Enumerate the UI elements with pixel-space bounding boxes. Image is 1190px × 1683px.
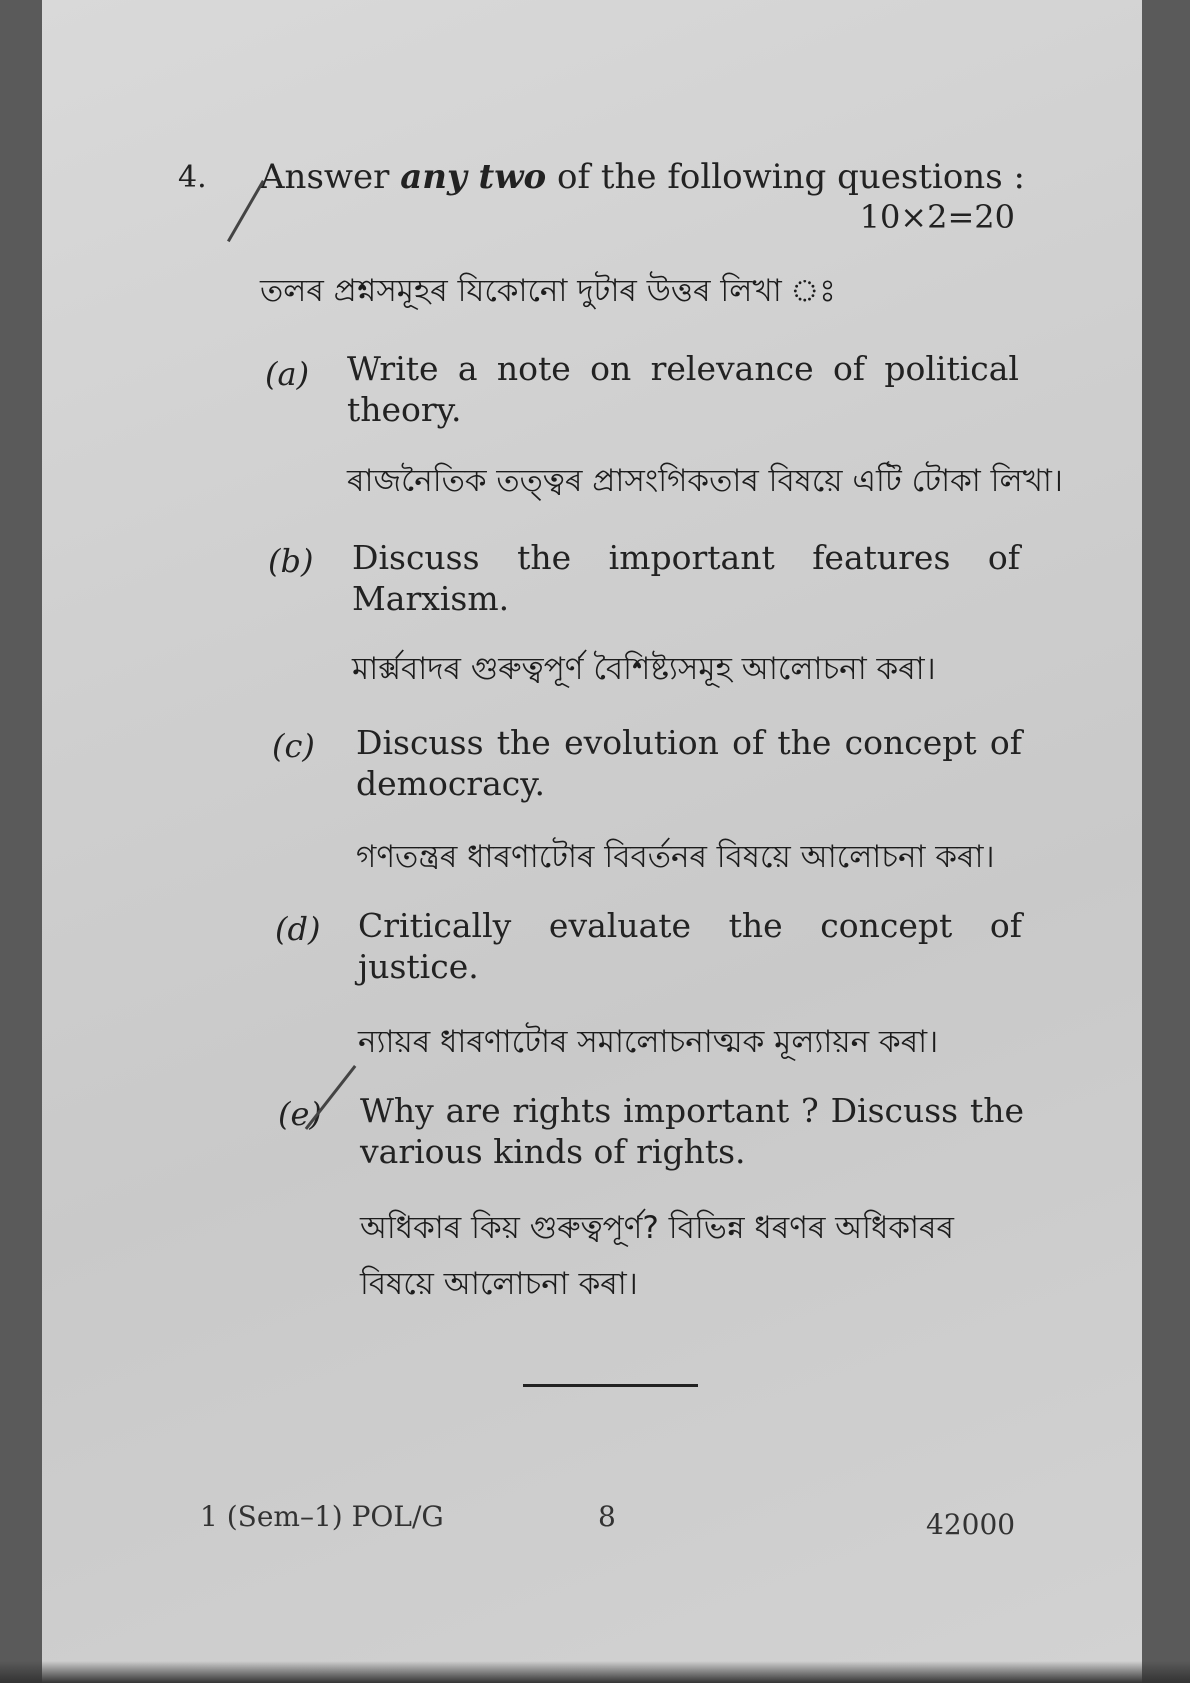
item-a-assamese: ৰাজনৈতিক তত্ত্বৰ প্ৰাসংগিকতাৰ বিষয়ে এটি টোকা লিখা। [347, 463, 1064, 499]
item-b-english: Discuss the important features of Marxism. [352, 538, 1020, 618]
question-number: 4. [178, 160, 207, 195]
serial-number: 42000 [926, 1508, 1016, 1541]
item-d-english: Critically evaluate the concept of justice. [358, 906, 1022, 986]
item-c-label: (c) [272, 727, 315, 765]
page-shadow [0, 1661, 1190, 1683]
instruction-text-post: of the following questions : [546, 157, 1025, 197]
question-instruction [260, 157, 1025, 197]
item-a-label: (a) [265, 355, 310, 393]
instruction-text-pre: Answer [260, 157, 401, 197]
item-d-label: (d) [275, 910, 321, 948]
paper-code: 1 (Sem–1) POL/G [200, 1500, 444, 1533]
item-e-english: Why are rights important ? Discuss the various kinds of rights. [360, 1091, 1024, 1171]
item-c-english: Discuss the evolution of the concept of democracy. [356, 723, 1022, 803]
item-a-english: Write a note on relevance of political theory. [347, 349, 1019, 429]
item-b-label: (b) [268, 542, 314, 580]
item-c-assamese: গণতন্ত্ৰৰ ধাৰণাটোৰ বিবৰ্তনৰ বিষয়ে আলোচনা কৰা। [356, 839, 995, 875]
item-e-label: (e) [278, 1095, 322, 1133]
instruction-emphasis: any two [400, 157, 547, 197]
marks-allocation: 10×2=20 [859, 198, 1015, 236]
instruction-assamese: তলৰ প্ৰশ্নসমূহৰ যিকোনো দুটাৰ উত্তৰ লিখা ঃ [260, 273, 836, 309]
item-b-assamese: মাৰ্ক্সবাদৰ গুৰুত্বপূৰ্ণ বৈশিষ্ট্যসমূহ আলোচনা কৰা। [352, 651, 936, 687]
item-d-assamese: ন্যায়ৰ ধাৰণাটোৰ সমালোচনাত্মক মূল্যায়ন কৰা। [358, 1024, 939, 1060]
end-rule [523, 1384, 698, 1387]
item-e-assamese: অধিকাৰ কিয় গুৰুত্বপূৰ্ণ? বিভিন্ন ধৰণৰ অধিকাৰৰ বিষয়ে আলোচনা কৰা। [360, 1210, 954, 1302]
page-number: 8 [598, 1500, 616, 1533]
